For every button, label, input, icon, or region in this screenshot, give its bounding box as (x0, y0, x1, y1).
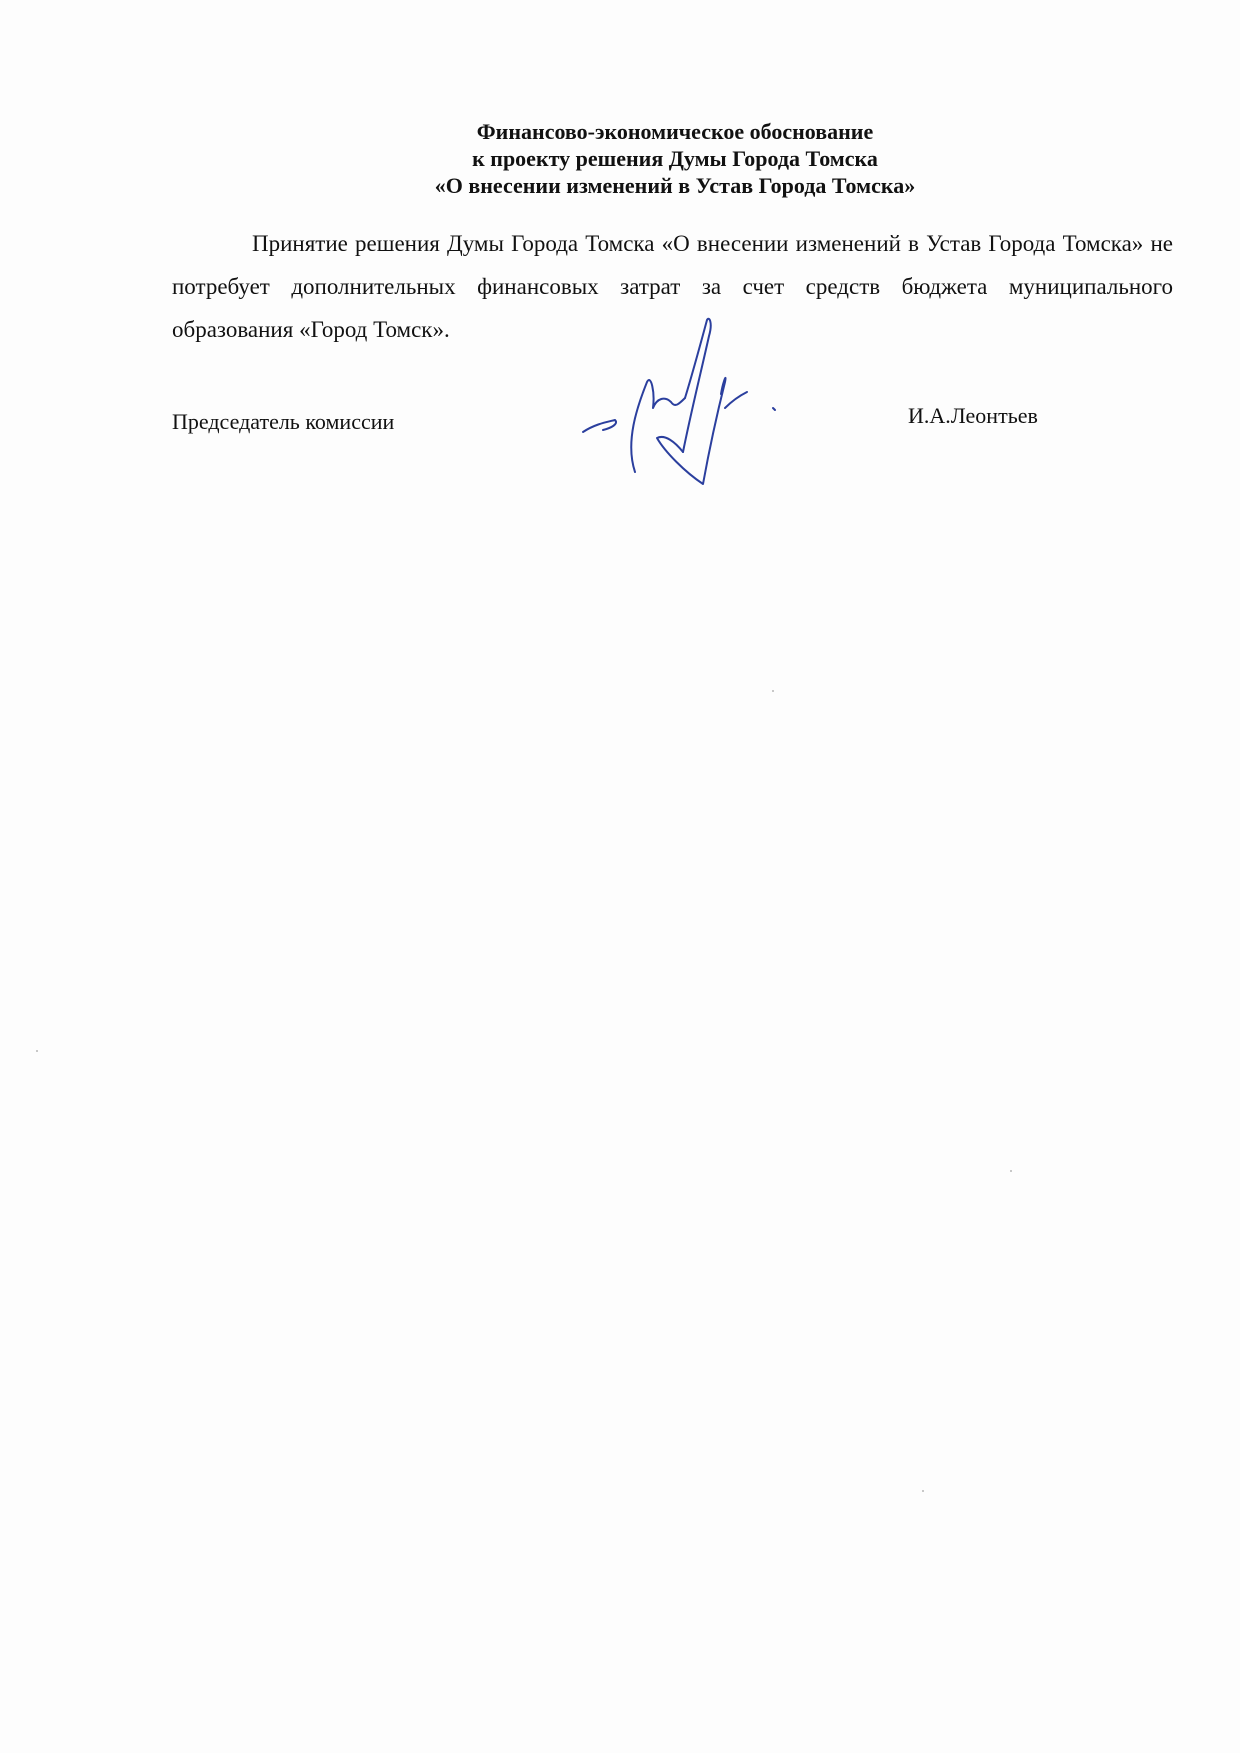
title-line-3: «О внесении изменений в Устав Города Томска» (434, 173, 916, 198)
scan-speck (922, 1490, 924, 1492)
scan-speck (36, 1050, 38, 1052)
scan-speck (1010, 1170, 1012, 1172)
title-line-1: Финансово-экономическое обоснование (476, 119, 874, 144)
title-line-2: к проекту решения Думы Города Томска (472, 146, 878, 171)
handwritten-signature (575, 312, 795, 492)
signer-position: Председатель комиссии (172, 409, 395, 434)
document-title (250, 118, 1100, 199)
signer-name: И.А.Леонтьев (908, 403, 1038, 428)
scan-speck (772, 690, 774, 692)
body-paragraph: Принятие решения Думы Города Томска «О внесении изменений в Устав Города Томска» не потребует дополнительных финансовых затрат за счет средств бюджета муниципального образования «Город Томск». (172, 231, 1173, 342)
